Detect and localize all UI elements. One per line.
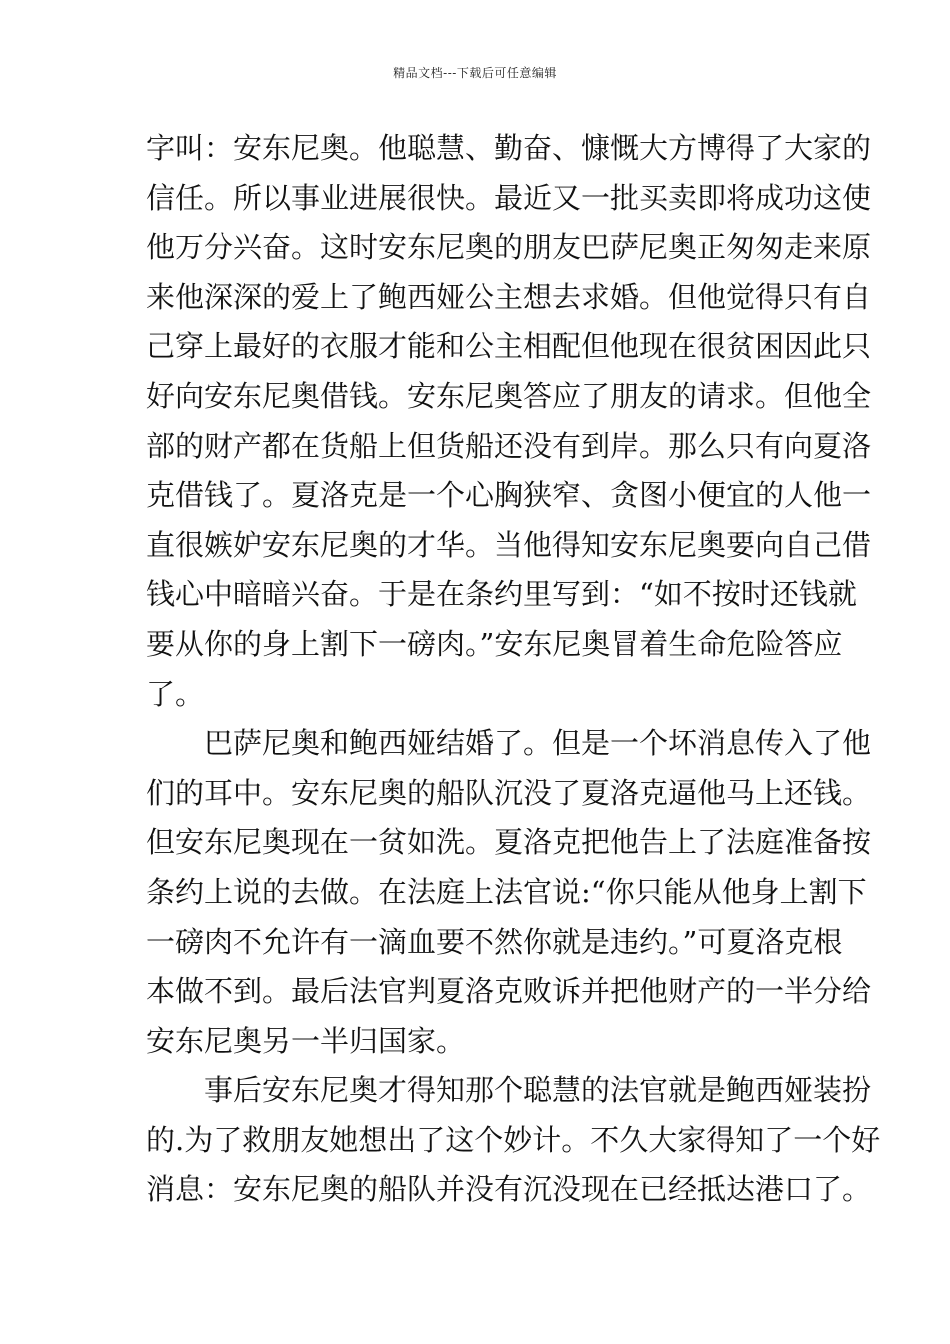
- text-line-indented: 巴萨尼奥和鲍西娅结婚了。但是一个坏消息传入了他: [204, 726, 872, 761]
- paragraph-2: [146, 719, 872, 1066]
- text-line: 来他深深的爱上了鲍西娅公主想去求婚。但他觉得只有自: [146, 279, 872, 314]
- text-line: 消息：安东尼奥的船队并没有沉没现在已经抵达港口了。: [146, 1172, 872, 1207]
- text-line: 们的耳中。安东尼奥的船队沉没了夏洛克逼他马上还钱。: [146, 775, 872, 810]
- text-line: 的.为了救朋友她想出了这个妙计。不久大家得知了一个好: [146, 1122, 881, 1157]
- text-line: 一磅肉不允许有一滴血要不然你就是违约。”可夏洛克根: [146, 924, 843, 959]
- text-line: 好向安东尼奥借钱。安东尼奥答应了朋友的请求。但他全: [146, 378, 872, 413]
- text-line: 要从你的身上割下一磅肉。”安东尼奥冒着生命危险答应: [146, 626, 843, 661]
- text-line: 钱心中暗暗兴奋。于是在条约里写到：“如不按时还钱就: [146, 577, 857, 612]
- paragraph-3: [146, 1066, 881, 1215]
- document-body: [146, 124, 881, 1215]
- text-line: 克借钱了。夏洛克是一个心胸狭窄、贪图小便宜的人他一: [146, 478, 872, 513]
- text-line: 部的财产都在货船上但货船还没有到岸。那么只有向夏洛: [146, 428, 872, 463]
- text-line: 安东尼奥另一半归国家。: [146, 1023, 466, 1058]
- page-header: 精品文档---下载后可任意编辑: [393, 66, 557, 80]
- text-line: 信任。所以事业进展很快。最近又一批买卖即将成功这使: [146, 180, 872, 215]
- text-line: 了。: [146, 676, 205, 711]
- text-line: 己穿上最好的衣服才能和公主相配但他现在很贫困因此只: [146, 329, 872, 364]
- text-line: 本做不到。最后法官判夏洛克败诉并把他财产的一半分给: [146, 974, 872, 1009]
- text-line: 直很嫉妒安东尼奥的才华。当他得知安东尼奥要向自己借: [146, 527, 872, 562]
- text-line: 他万分兴奋。这时安东尼奥的朋友巴萨尼奥正匆匆走来原: [146, 230, 872, 265]
- paragraph-1: [146, 124, 872, 719]
- text-line: 字叫：安东尼奥。他聪慧、勤奋、慷慨大方博得了大家的: [146, 131, 872, 165]
- text-line-indented: 事后安东尼奥才得知那个聪慧的法官就是鲍西娅装扮: [204, 1073, 872, 1108]
- text-line: 条约上说的去做。在法庭上法官说:“你只能从他身上割下: [146, 874, 867, 909]
- text-line: 但安东尼奥现在一贫如洗。夏洛克把他告上了法庭准备按: [146, 825, 872, 860]
